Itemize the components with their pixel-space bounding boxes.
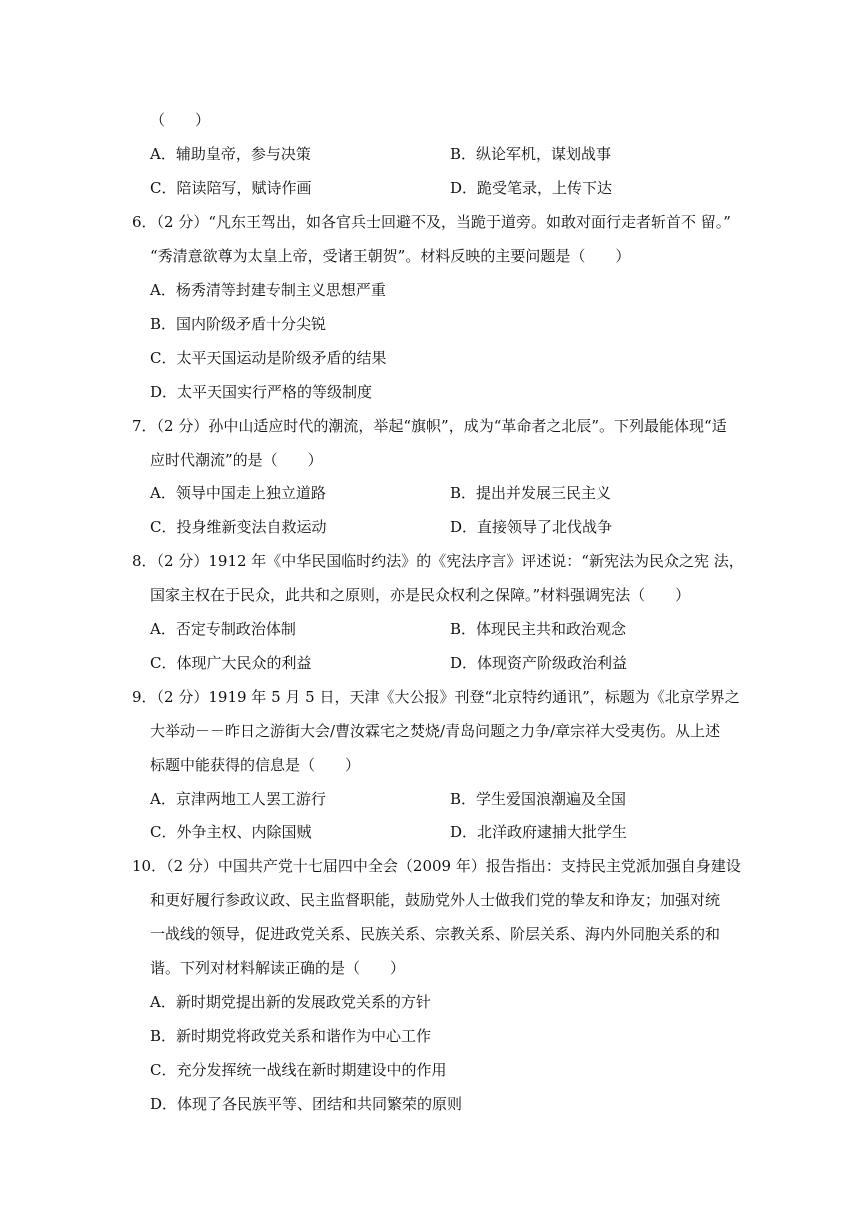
q7-option-c: C．投身维新变法自救运动 bbox=[150, 518, 327, 536]
q9-option-c: C．外争主权、内除国贼 bbox=[150, 823, 312, 841]
q8-stem-line1: 8．（2 分）1912 年《中华民国临时约法》的《宪法序言》评述说：“新宪法为民众之宪 法， bbox=[132, 552, 744, 570]
q9-stem-line1: 9．（2 分）1919 年 5 月 5 日，天津《大公报》刊登“北京特约通讯”，标题为《北京学界之 bbox=[132, 688, 740, 706]
q5-option-b: B．纵论军机，谋划战事 bbox=[450, 145, 612, 163]
q9-stem-line2: 大举动－－昨日之游街大会/曹汝霖宅之焚烧/青岛问题之力争/章宗祥大受夷伤。从上述 bbox=[150, 722, 721, 740]
q5-option-a: A．辅助皇帝，参与决策 bbox=[150, 145, 311, 163]
q7-option-b: B．提出并发展三民主义 bbox=[450, 484, 612, 502]
q10-option-a: A．新时期党提出新的发展政党关系的方针 bbox=[150, 993, 431, 1011]
q10-option-c: C．充分发挥统一战线在新时期建设中的作用 bbox=[150, 1061, 447, 1079]
q8-option-a: A．否定专制政治体制 bbox=[150, 620, 296, 638]
q10-option-b: B．新时期党将政党关系和谐作为中心工作 bbox=[150, 1027, 432, 1045]
q7-option-a: A．领导中国走上独立道路 bbox=[150, 484, 326, 502]
q5-answer-blank: （ ） bbox=[150, 111, 211, 129]
q6-stem-line1: 6．（2 分）“凡东王驾出，如各官兵士回避不及，当跪于道旁。如敢对面行走者斩首不 留。” bbox=[132, 213, 731, 231]
q9-option-a: A．京津两地工人罢工游行 bbox=[150, 790, 326, 808]
q10-stem-line4: 谐。下列对材料解读正确的是（ ） bbox=[150, 959, 406, 977]
q8-option-b: B．体现民主共和政治观念 bbox=[450, 620, 627, 638]
q6-option-c: C．太平天国运动是阶级矛盾的结果 bbox=[150, 349, 387, 367]
q8-option-d: D．体现资产阶级政治利益 bbox=[450, 654, 628, 672]
q10-stem-line1: 10．（2 分）中国共产党十七届四中全会（2009 年）报告指出：支持民主党派加强自身建设 bbox=[132, 857, 741, 875]
q8-stem-line2: 国家主权在于民众，此共和之原则，亦是民众权利之保障。”材料强调宪法（ ） bbox=[150, 586, 691, 604]
q9-option-b: B．学生爱国浪潮遍及全国 bbox=[450, 790, 627, 808]
q6-option-d: D．太平天国实行严格的等级制度 bbox=[150, 383, 373, 401]
q8-option-c: C．体现广大民众的利益 bbox=[150, 654, 312, 672]
q7-stem-line1: 7．（2 分）孙中山适应时代的潮流，举起“旗帜”，成为“革命者之北辰”。下列最能体现“适 bbox=[132, 417, 727, 435]
q6-stem-line2: “秀清意欲尊为太皇上帝，受诸王朝贺”。材料反映的主要问题是（ ） bbox=[150, 247, 631, 265]
q6-option-a: A．杨秀清等封建专制主义思想严重 bbox=[150, 281, 386, 299]
q5-option-c: C．陪读陪写，赋诗作画 bbox=[150, 179, 312, 197]
q5-option-d: D．跪受笔录，上传下达 bbox=[450, 179, 613, 197]
q6-option-b: B．国内阶级矛盾十分尖锐 bbox=[150, 315, 327, 333]
q10-option-d: D．体现了各民族平等、团结和共同繁荣的原则 bbox=[150, 1095, 463, 1113]
q10-stem-line2: 和更好履行参政议政、民主监督职能，鼓励党外人士做我们党的挚友和诤友；加强对统 bbox=[150, 891, 721, 909]
q9-option-d: D．北洋政府逮捕大批学生 bbox=[450, 823, 628, 841]
q10-stem-line3: 一战线的领导，促进政党关系、民族关系、宗教关系、阶层关系、海内外同胞关系的和 bbox=[150, 925, 721, 943]
q9-stem-line3: 标题中能获得的信息是（ ） bbox=[150, 756, 361, 774]
q7-stem-line2: 应时代潮流”的是（ ） bbox=[150, 451, 323, 469]
q7-option-d: D．直接领导了北伐战争 bbox=[450, 518, 613, 536]
